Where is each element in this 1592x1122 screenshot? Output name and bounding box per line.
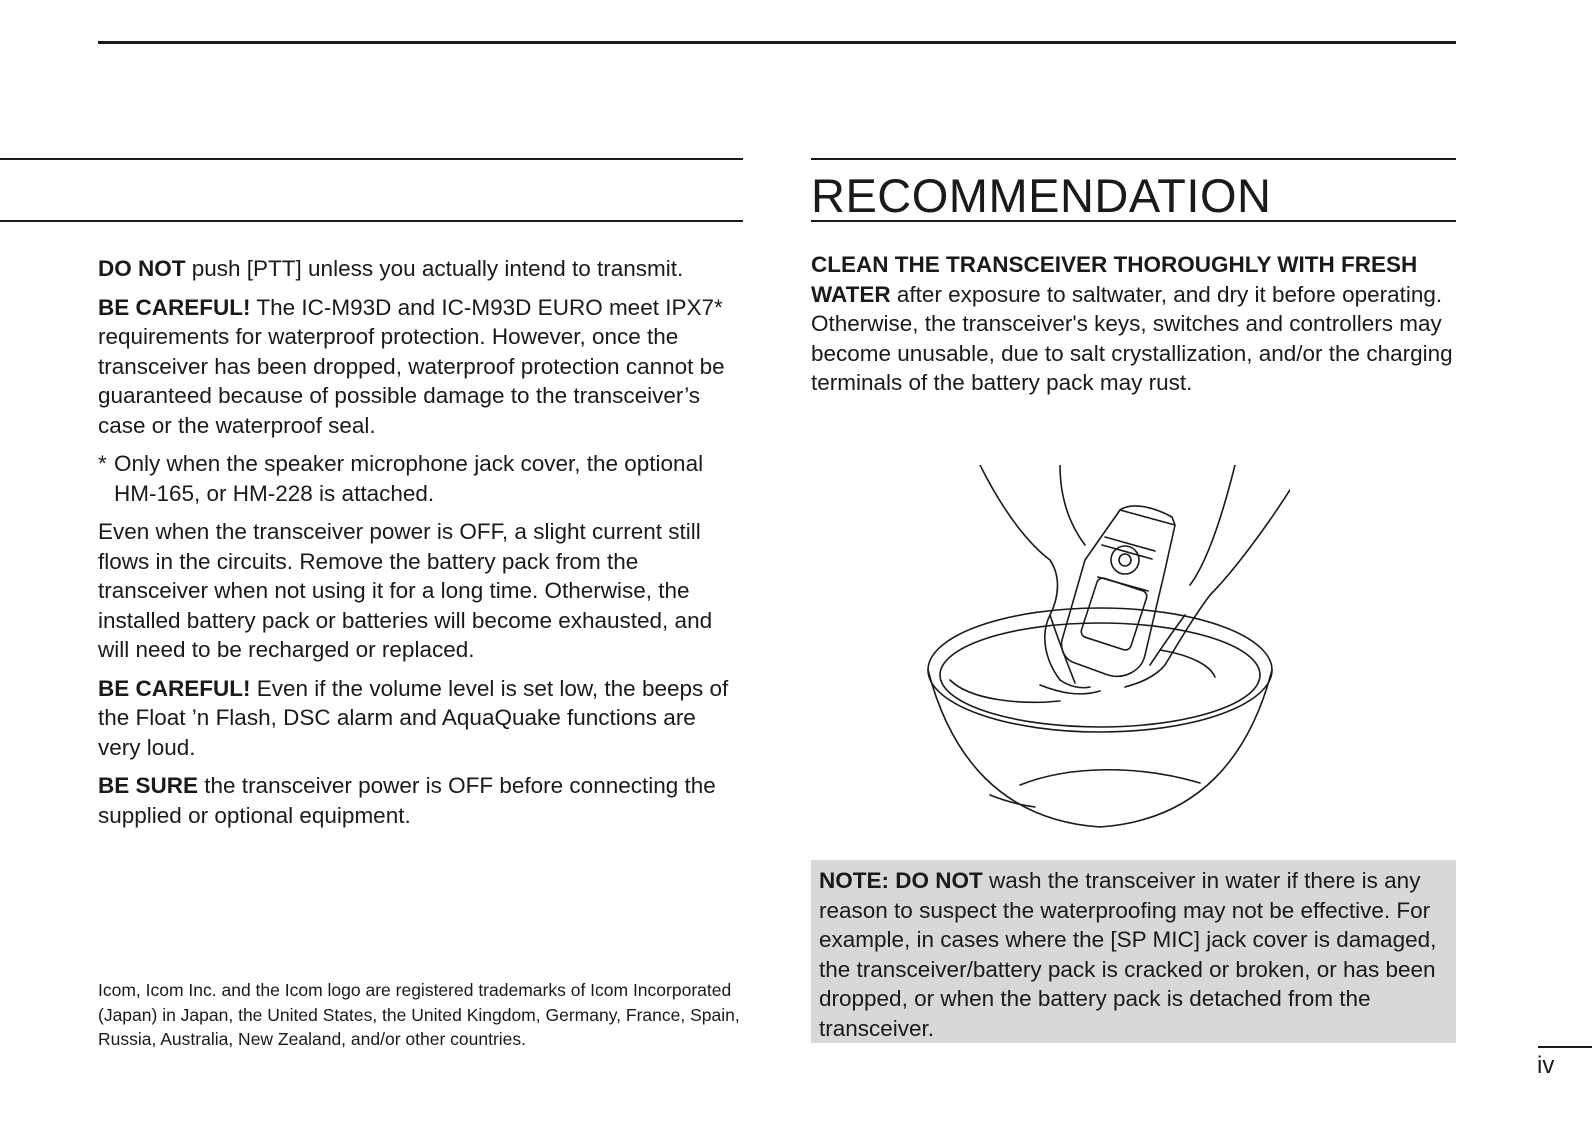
battery-drain-note: Even when the transceiver power is OFF, a slight current still flows in the circuits. Remove the battery pack from the transceiver when not using it for a long time. Otherwise, the installed battery pack or batteries will become exhausted, and will need to be recharged or replaced. (98, 519, 713, 662)
left-lower-rule (0, 220, 743, 222)
page-number: iv (1537, 1052, 1555, 1079)
left-upper-rule (0, 158, 743, 160)
waterproof-caution: BE CAREFUL! The IC-M93D and IC-M93D EURO meet IPX7* requirements for waterproof protection. However, once the transceiver has been dropped, waterproof protection cannot be guaranteed because of possible damage to the transceiver’s case or the waterproof seal. (98, 294, 725, 438)
ptt-warning: DO NOT push [PTT] unless you actually intend to transmit. (98, 256, 684, 281)
right-column (811, 250, 1456, 407)
top-rule (98, 41, 1456, 44)
cleaning-instruction: CLEAN THE TRANSCEIVER THOROUGHLY WITH FRESH WATER after exposure to saltwater, and dry it before operating. Otherwise, the transceiver's keys, switches and controllers may become unusable, due to salt crystallization, and/or the charging terminals of the battery pack may rust. (811, 252, 1453, 395)
page-number-rule (1538, 1046, 1592, 1048)
left-column (98, 254, 743, 839)
right-upper-rule (811, 158, 1456, 160)
power-off-instruction: BE SURE the transceiver power is OFF before connecting the supplied or optional equipment. (98, 773, 716, 828)
trademark-footnote: Icom, Icom Inc. and the Icom logo are registered trademarks of Icom Incorporated (Japan) in Japan, the United States, the United Kingdom, Germany, France, Spain, Russia, Australia, New Zealand, and/or other countries. (98, 980, 740, 1049)
note-box: NOTE: DO NOT wash the transceiver in water if there is any reason to suspect the waterproofing may not be effective. For example, in cases where the [SP MIC] jack cover is damaged, the transceiver/battery pack is cracked or broken, or has been dropped, or when the battery pack is detached from the transceiver. (811, 860, 1456, 1043)
volume-caution: BE CAREFUL! Even if the volume level is set low, the beeps of the Float ’n Flash, DSC alarm and AquaQuake functions are very loud. (98, 675, 729, 760)
recommendation-heading: RECOMMENDATION (811, 169, 1272, 222)
washing-illustration (910, 465, 1290, 850)
ipx7-footnote: * Only when the speaker microphone jack cover, the optional HM-165, or HM-228 is attached. (98, 451, 704, 506)
